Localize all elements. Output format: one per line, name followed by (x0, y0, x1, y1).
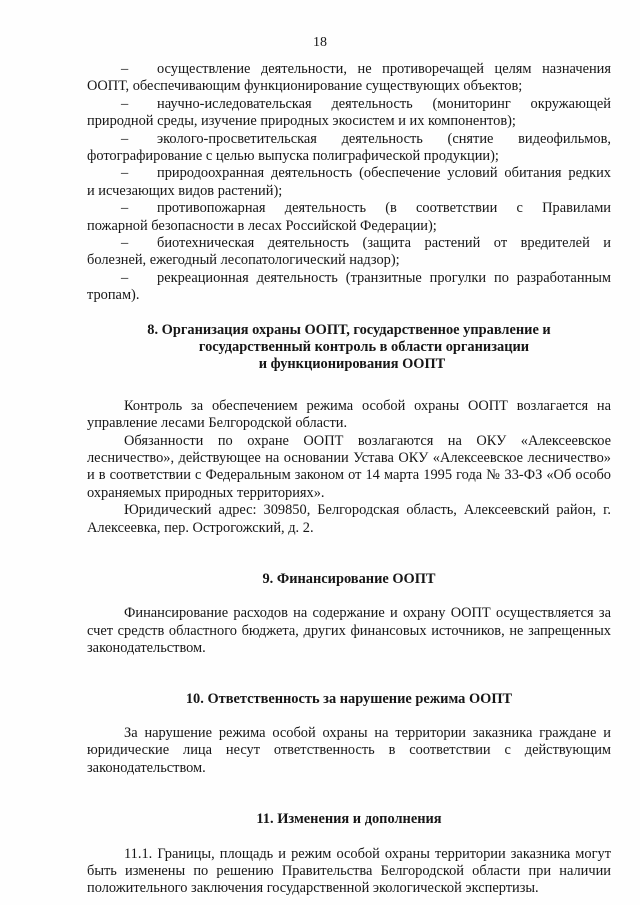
list-item (87, 96, 611, 131)
dash-marker: – (121, 269, 129, 286)
list-item-continuation: болезней, ежегодный лесопатологический надзор); (87, 252, 400, 269)
section-8-heading-line-2: государственный контроль в области организации (198, 338, 530, 355)
section-9-heading: 9. Финансирование ООПТ (262, 570, 436, 587)
list-item-continuation: тропам). (87, 287, 140, 304)
list-item-text: природоохранная деятельность (обеспечение условий обитания редких (157, 165, 611, 182)
list-item-text: рекреационная деятельность (транзитные прогулки по разработанным (157, 269, 611, 286)
list-item (87, 270, 611, 305)
page-number: 18 (313, 35, 327, 50)
list-item-text: эколого-просветительская деятельность (снятие видеофильмов, (157, 130, 611, 147)
dash-marker: – (121, 130, 129, 147)
page-content (87, 61, 611, 898)
section-10-heading: 10. Ответственность за нарушение режима ООПТ (185, 690, 513, 707)
list-item (87, 200, 611, 235)
list-item-continuation: пожарной безопасности в лесах Российской Федерации); (87, 217, 437, 234)
dash-marker: – (121, 200, 129, 217)
activity-list (87, 61, 611, 305)
section-8-paragraph-address: Юридический адрес: 309850, Белгородская область, Алексеевский район, г. Алексеевка, пер. Острогожский, д. 2. (87, 502, 611, 536)
list-item (87, 61, 611, 96)
dash-marker: – (121, 95, 129, 112)
list-item-continuation: фотографирование с целью выпуска полиграфической продукции); (87, 148, 499, 165)
section-9-paragraph: Финансирование расходов на содержание и охрану ООПТ осуществляется за счет средств областного бюджета, других финансовых источников, не запрещенных законодательством. (87, 605, 611, 657)
list-item-text: научно-иследовательская деятельность (мониторинг окружающей (157, 95, 611, 112)
section-11-heading: 11. Изменения и дополнения (256, 811, 442, 828)
section-8-paragraph-duties: Обязанности по охране ООПТ возлагаются на ОКУ «Алексеевское лесничество», действующее на основании Устава ОКУ «Алексеевское лесничество» и в соответствии с Федеральным законом от 14 марта 1995 года № 33-ФЗ «Об особо охраняемых природных территориях». (87, 432, 611, 501)
list-item-text: биотехническая деятельность (защита растений от вредителей и (157, 235, 611, 252)
dash-marker: – (121, 61, 129, 77)
list-item-continuation: и исчезающих видов растений); (87, 182, 283, 199)
list-item (87, 235, 611, 270)
list-item (87, 165, 611, 200)
list-item-continuation: природной среды, изучение природных экосистем и их компонентов); (87, 113, 516, 130)
list-item-text: осуществление деятельности, не противоречащей целям назначения (157, 61, 611, 77)
section-8-heading-line-1: 8. Организация охраны ООПТ, государственное управление и (147, 321, 551, 338)
dash-marker: – (121, 235, 129, 252)
list-item-text: противопожарная деятельность (в соответствии с Правилами (157, 200, 611, 217)
section-10-paragraph: За нарушение режима особой охраны на территории заказника граждане и юридические лица несут ответственность в соответствии с действующим законодательством. (87, 724, 611, 776)
dash-marker: – (121, 165, 129, 182)
section-8-heading (87, 322, 611, 373)
list-item-continuation: ООПТ, обеспечивающим функционирование существующих объектов; (87, 78, 523, 95)
section-8-paragraph-control: Контроль за обеспечением режима особой охраны ООПТ возлагается на управление лесами Белгородской области. (87, 397, 611, 432)
section-8-heading-line-3: и функционирования ООПТ (258, 355, 446, 372)
list-item (87, 131, 611, 166)
section-11-paragraph: 11.1. Границы, площадь и режим особой охраны территории заказника могут быть изменены по решению Правительства Белгородской области при наличии положительного заключения государственной экологической экспертизы. (87, 845, 611, 897)
